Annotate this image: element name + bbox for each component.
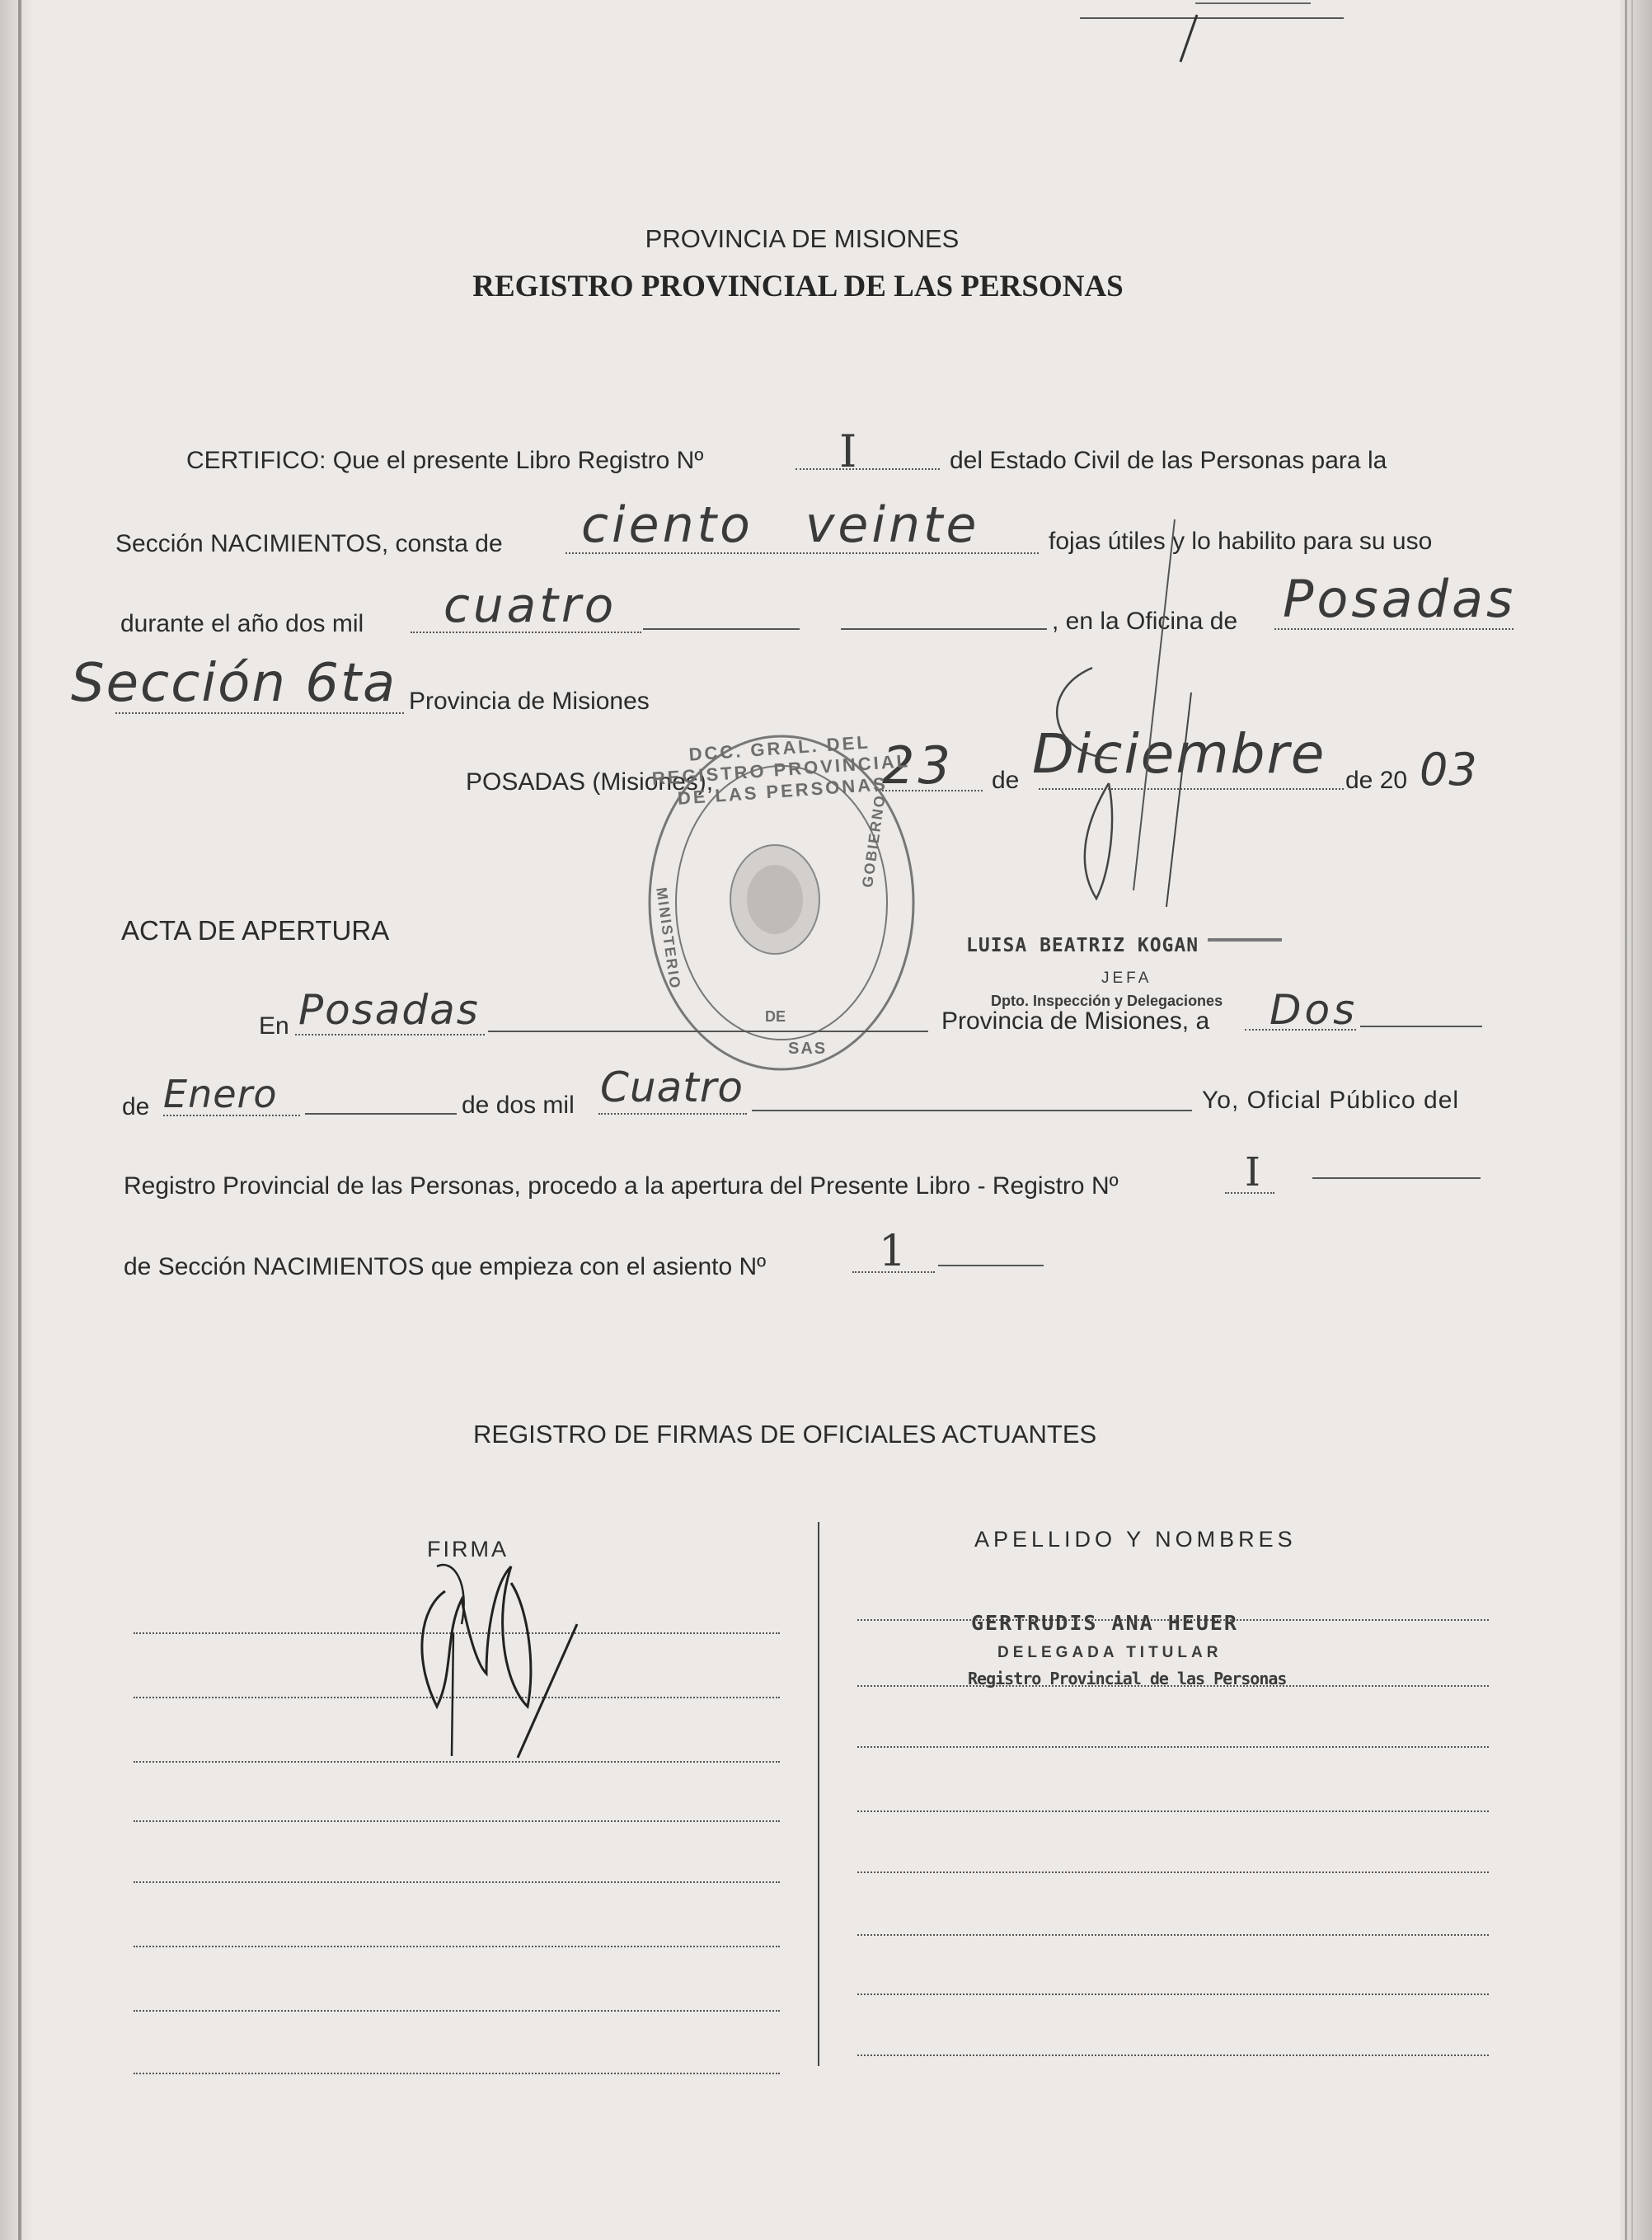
- nombres-line: [857, 1934, 1489, 1936]
- handwritten-acta-dia: Dos: [1270, 986, 1359, 1034]
- handwritten-fojas: ciento veinte: [581, 496, 980, 554]
- round-stamp-inner-left: MINISTERIO: [653, 886, 684, 991]
- handwritten-acta-mes: Enero: [163, 1072, 278, 1116]
- rule: [488, 1031, 928, 1032]
- acta-provincia: Provincia de Misiones, a: [941, 1007, 1210, 1035]
- handwritten-anio-suffix: 03: [1420, 744, 1478, 796]
- acta-line4: de Sección NACIMIENTOS que empieza con el asiento Nº: [124, 1253, 767, 1280]
- signatures-heading: REGISTRO DE FIRMAS DE OFICIALES ACTUANTES: [473, 1420, 1097, 1449]
- handwritten-oficina: Posadas: [1283, 569, 1517, 629]
- nombres-line: [857, 1871, 1489, 1873]
- jefa-stamp-name: LUISA BEATRIZ KOGAN: [966, 935, 1199, 956]
- cert-line1-b: del Estado Civil de las Personas para la: [950, 447, 1387, 474]
- dots: [598, 1113, 747, 1115]
- binding-right-edge: [1620, 0, 1652, 2240]
- binding-left-edge: [0, 0, 33, 2240]
- place-date-de: de: [992, 767, 1020, 794]
- dots: [795, 468, 940, 470]
- acta-de: de: [122, 1093, 150, 1120]
- rule: [305, 1113, 457, 1115]
- rule: [643, 628, 800, 630]
- round-stamp-inner-bottom: DE: [765, 1008, 786, 1025]
- signature-official: [387, 1533, 602, 1773]
- official-stamp-title: DELEGADA TITULAR: [997, 1644, 1223, 1661]
- cert-line2-b: fojas útiles y lo habilito para su uso: [1049, 528, 1433, 555]
- signature-jefa: [985, 511, 1232, 923]
- official-stamp-name: GERTRUDIS ANA HEUER: [971, 1611, 1238, 1635]
- acta-de-dos-mil: de dos mil: [462, 1092, 575, 1119]
- handwritten-acta-anio: Cuatro: [600, 1064, 744, 1111]
- place-date-anio-prefix: de 20: [1345, 767, 1408, 794]
- rule: [752, 1110, 1192, 1111]
- cert-line4-b: Provincia de Misiones: [409, 688, 650, 715]
- handwritten-mes: Diciembre: [1032, 722, 1326, 786]
- cert-line1-a: CERTIFICO: Que el presente Libro Registro Nº: [186, 447, 704, 474]
- col-nombres-header: APELLIDO Y NOMBRES: [974, 1527, 1297, 1552]
- firma-line: [134, 1946, 780, 1947]
- header-registry: REGISTRO PROVINCIAL DE LAS PERSONAS: [472, 270, 1124, 303]
- round-stamp-inner-right: GOBIERNO: [859, 793, 889, 889]
- round-stamp-bottom: SAS: [788, 1040, 828, 1058]
- handwritten-anio: cuatro: [444, 577, 617, 633]
- place-date-a: POSADAS (Misiones),: [466, 768, 714, 796]
- rule: [938, 1265, 1044, 1266]
- cert-line3-a: durante el año dos mil: [120, 610, 364, 637]
- acta-line3: Registro Provincial de las Personas, procedo a la apertura del Presente Libro - Registro Nº: [124, 1172, 1119, 1200]
- top-pencil-mark: [1072, 0, 1352, 74]
- firma-line: [134, 1820, 780, 1822]
- nombres-line: [857, 2055, 1489, 2056]
- column-divider: [818, 1522, 819, 2066]
- acta-heading: ACTA DE APERTURA: [121, 915, 390, 946]
- round-stamp-outer-text: DCC. GRAL. DEL REGISTRO PROVINCIAL DE LAS PERSONAS: [651, 731, 911, 809]
- nombres-line: [857, 1993, 1489, 1995]
- jefa-stamp-department: Dpto. Inspección y Delegaciones: [991, 993, 1223, 1009]
- handwritten-libro-numero: I: [839, 425, 861, 477]
- firma-line: [134, 2010, 780, 2012]
- acta-en: En: [259, 1012, 289, 1040]
- jefa-stamp-title: JEFA: [1101, 970, 1152, 987]
- rule: [1312, 1177, 1481, 1179]
- rule: [1208, 938, 1282, 942]
- acta-oficial: Yo, Oficial Público del: [1202, 1087, 1460, 1114]
- round-stamp: [643, 730, 919, 1076]
- header-province: PROVINCIA DE MISIONES: [645, 224, 960, 253]
- handwritten-acta-libro-numero: I: [1245, 1149, 1264, 1195]
- nombres-line: [857, 1810, 1489, 1812]
- handwritten-asiento: 1: [879, 1227, 910, 1276]
- cert-line2-a: Sección NACIMIENTOS, consta de: [115, 530, 503, 557]
- handwritten-seccion: Sección 6ta: [71, 653, 397, 714]
- dots: [295, 1034, 485, 1035]
- handwritten-dia: 23: [882, 735, 954, 796]
- handwritten-lugar: Posadas: [298, 986, 480, 1034]
- firma-line: [134, 2073, 780, 2074]
- cert-line3-b: , en la Oficina de: [1052, 608, 1238, 635]
- nombres-line: [857, 1746, 1489, 1748]
- col-firma-header: FIRMA: [427, 1537, 509, 1561]
- rule: [1360, 1026, 1482, 1027]
- firma-line: [134, 1881, 780, 1883]
- official-stamp-org: Registro Provincial de las Personas: [968, 1669, 1287, 1688]
